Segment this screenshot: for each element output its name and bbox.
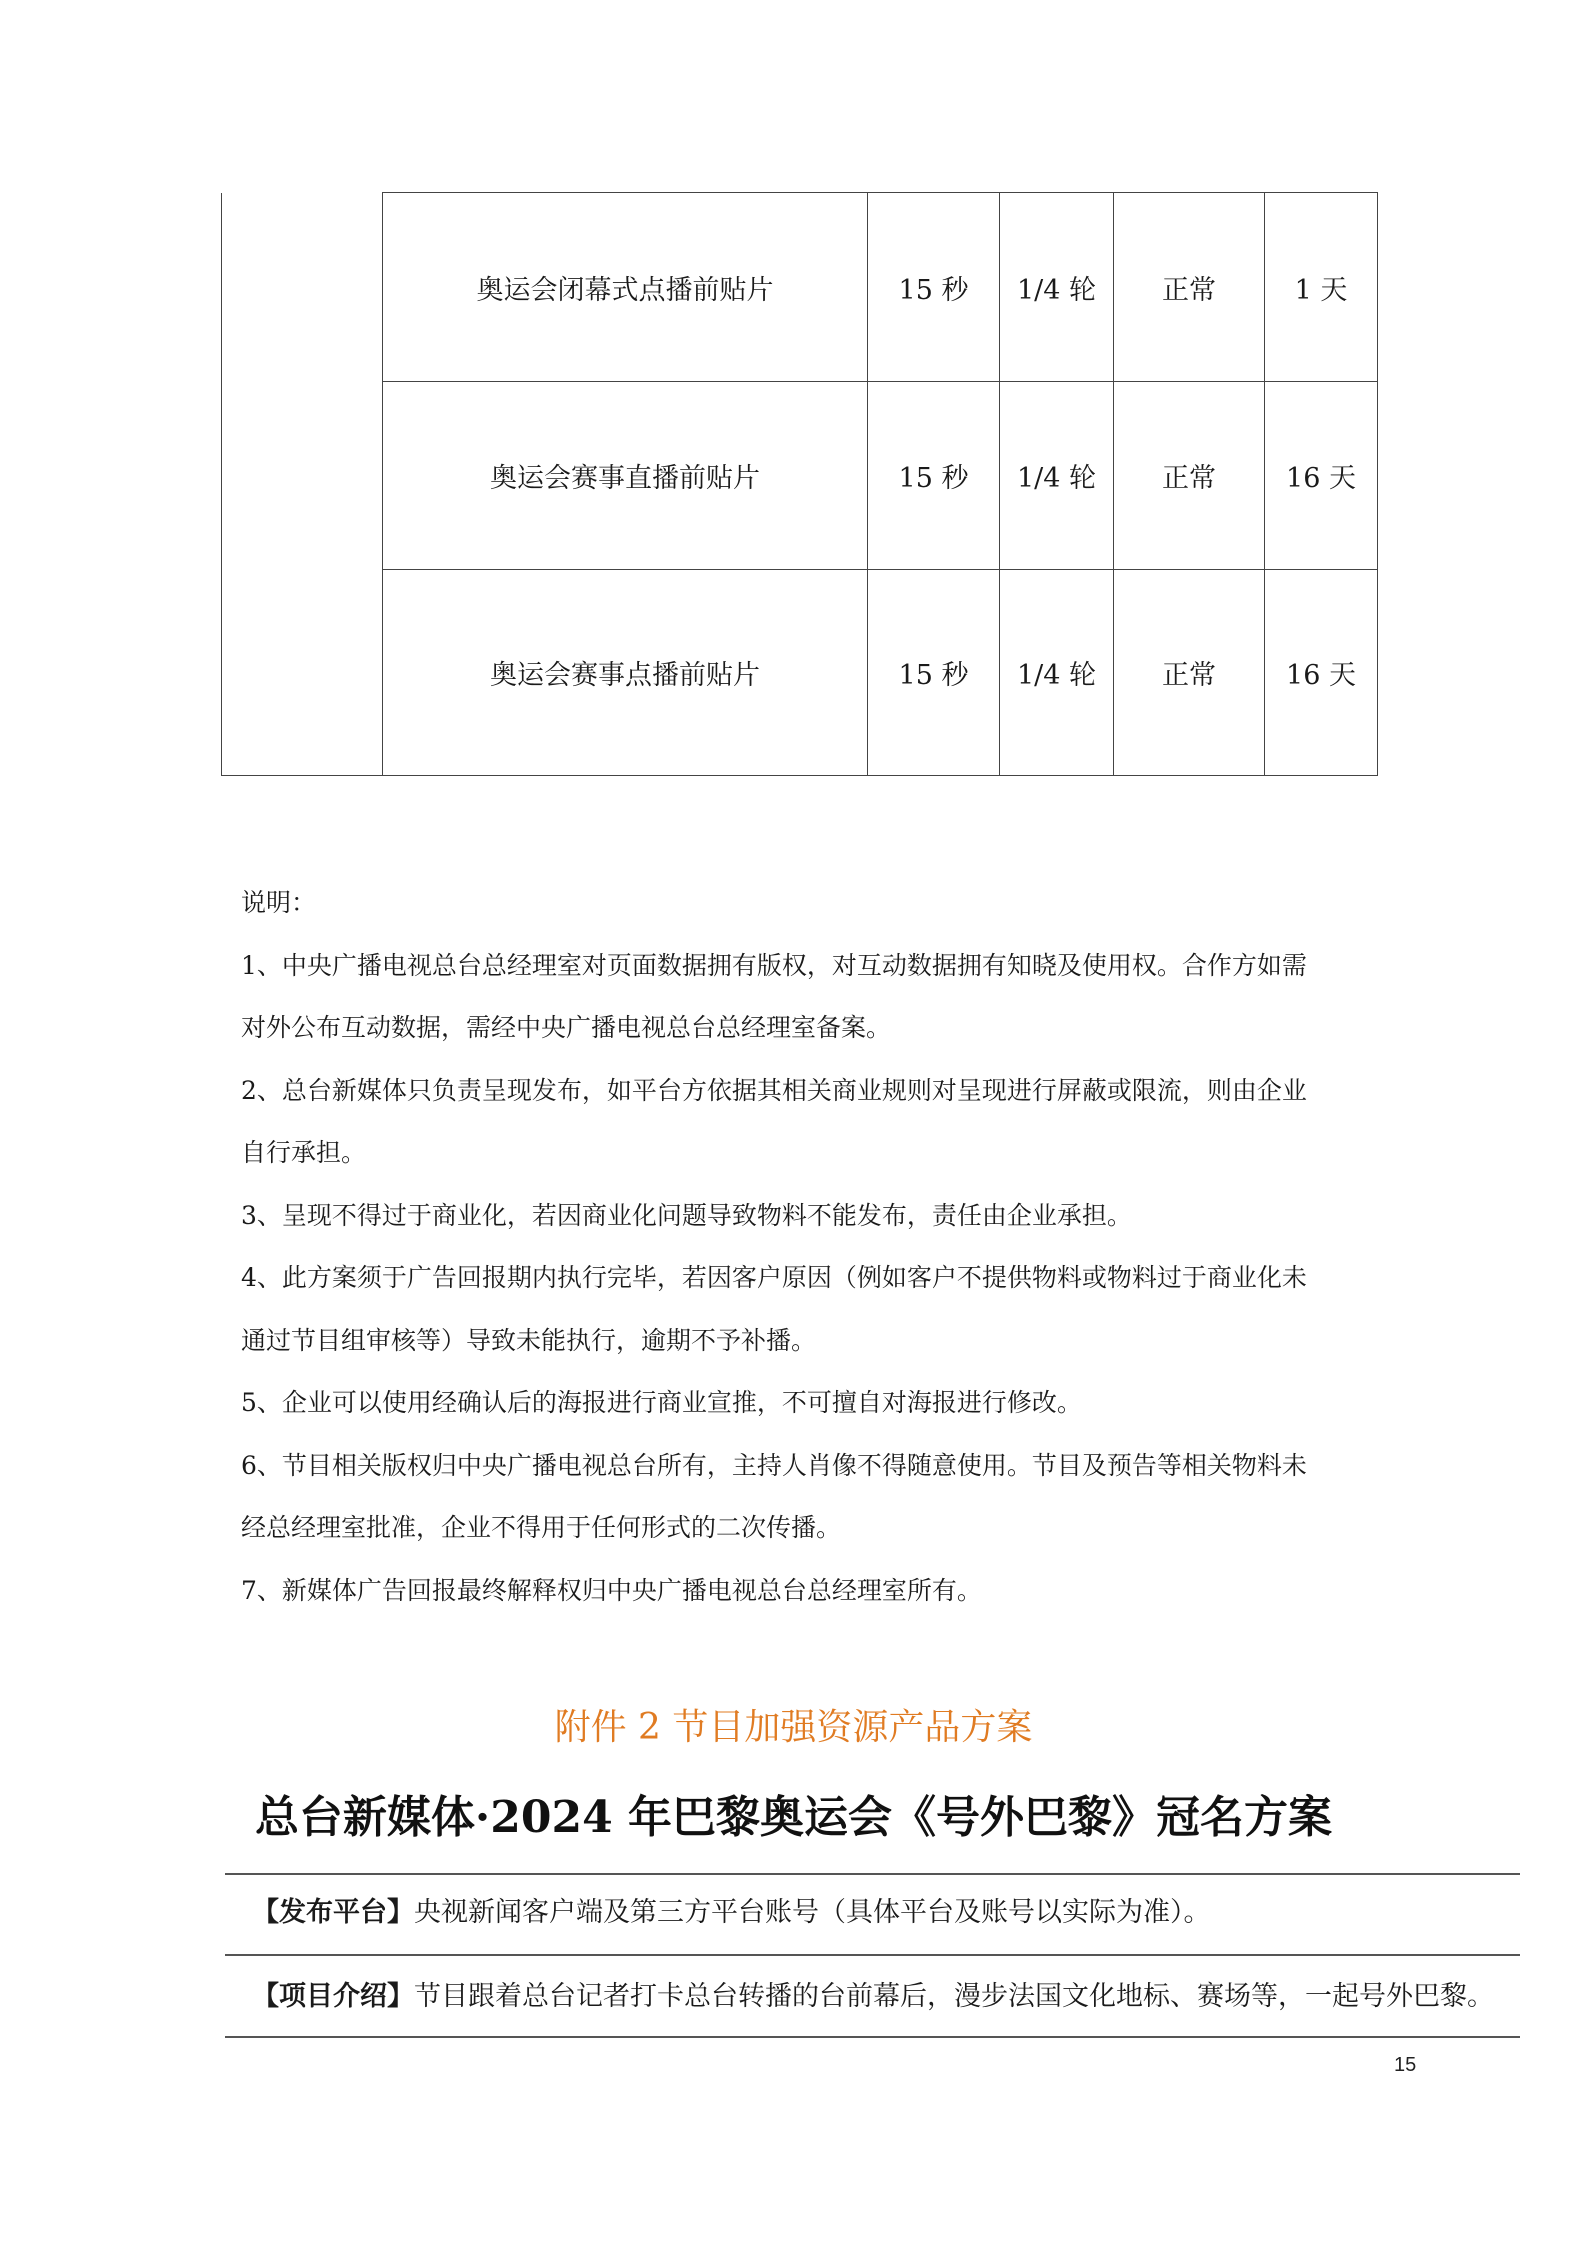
rotation-cell: 1/4 轮 (1000, 382, 1114, 570)
intro-label: 【项目介绍】 (252, 1981, 414, 2012)
table-row (222, 570, 1378, 776)
note-line: 自行承担。 (241, 1138, 367, 1167)
duration-cell: 15 秒 (868, 193, 1000, 382)
days-cell: 16 天 (1265, 570, 1378, 776)
platform-text: 央视新闻客户端及第三方平台账号（具体平台及账号以实际为准）。 (414, 1897, 1211, 1928)
resource-name-cell: 奥运会赛事点播前贴片 (383, 570, 868, 776)
status-cell: 正常 (1114, 570, 1265, 776)
note-line: 1、中央广播电视总台总经理室对页面数据拥有版权，对互动数据拥有知晓及使用权。合作方如需 (241, 950, 1307, 980)
page-number: 15 (1394, 2054, 1417, 2076)
notes-heading: 说明： (241, 888, 317, 917)
divider (225, 2036, 1520, 2038)
note-line: 经总经理室批准，企业不得用于任何形式的二次传播。 (241, 1513, 842, 1542)
intro-text: 节目跟着总台记者打卡总台转播的台前幕后，漫步法国文化地标、赛场等，一起号外巴黎。 (414, 1981, 1494, 2012)
duration-cell: 15 秒 (868, 570, 1000, 776)
note-line: 7、新媒体广告回报最终解释权归中央广播电视总台总经理室所有。 (241, 1575, 982, 1605)
rotation-cell: 1/4 轮 (1000, 570, 1114, 776)
status-cell: 正常 (1114, 193, 1265, 382)
days-cell: 1 天 (1265, 193, 1378, 382)
divider (225, 1954, 1520, 1956)
intro-line (252, 1977, 1532, 2017)
resource-name-cell: 奥运会赛事直播前贴片 (383, 382, 868, 570)
rotation-cell: 1/4 轮 (1000, 193, 1114, 382)
duration-cell: 15 秒 (868, 382, 1000, 570)
status-cell: 正常 (1114, 382, 1265, 570)
table-row (222, 382, 1378, 570)
plan-title: 总台新媒体·2024 年巴黎奥运会《号外巴黎》冠名方案 (254, 1792, 1333, 1843)
note-line: 6、节目相关版权归中央广播电视总台所有，主持人肖像不得随意使用。节目及预告等相关物料未 (241, 1450, 1307, 1480)
ad-resource-table (221, 192, 1378, 776)
note-line: 对外公布互动数据，需经中央广播电视总台总经理室备案。 (241, 1013, 892, 1042)
notes-section (241, 872, 1381, 1622)
note-line: 4、此方案须于广告回报期内执行完毕，若因客户原因（例如客户不提供物料或物料过于商业化未 (241, 1263, 1307, 1292)
annex-title: 附件 2 节目加强资源产品方案 (554, 1707, 1033, 1748)
table-row (222, 193, 1378, 382)
merged-category-cell (222, 193, 383, 776)
note-line: 3、呈现不得过于商业化，若因商业化问题导致物料不能发布，责任由企业承担。 (241, 1200, 1132, 1230)
note-line: 2、总台新媒体只负责呈现发布，如平台方依据其相关商业规则对呈现进行屏蔽或限流，则由企业 (241, 1075, 1307, 1105)
platform-label: 【发布平台】 (252, 1897, 414, 1928)
note-line: 5、企业可以使用经确认后的海报进行商业宣推，不可擅自对海报进行修改。 (241, 1388, 1082, 1417)
platform-line (252, 1893, 1532, 1933)
days-cell: 16 天 (1265, 382, 1378, 570)
resource-name-cell: 奥运会闭幕式点播前贴片 (383, 193, 868, 382)
divider (225, 1873, 1520, 1875)
note-line: 通过节目组审核等）导致未能执行，逾期不予补播。 (241, 1325, 817, 1355)
